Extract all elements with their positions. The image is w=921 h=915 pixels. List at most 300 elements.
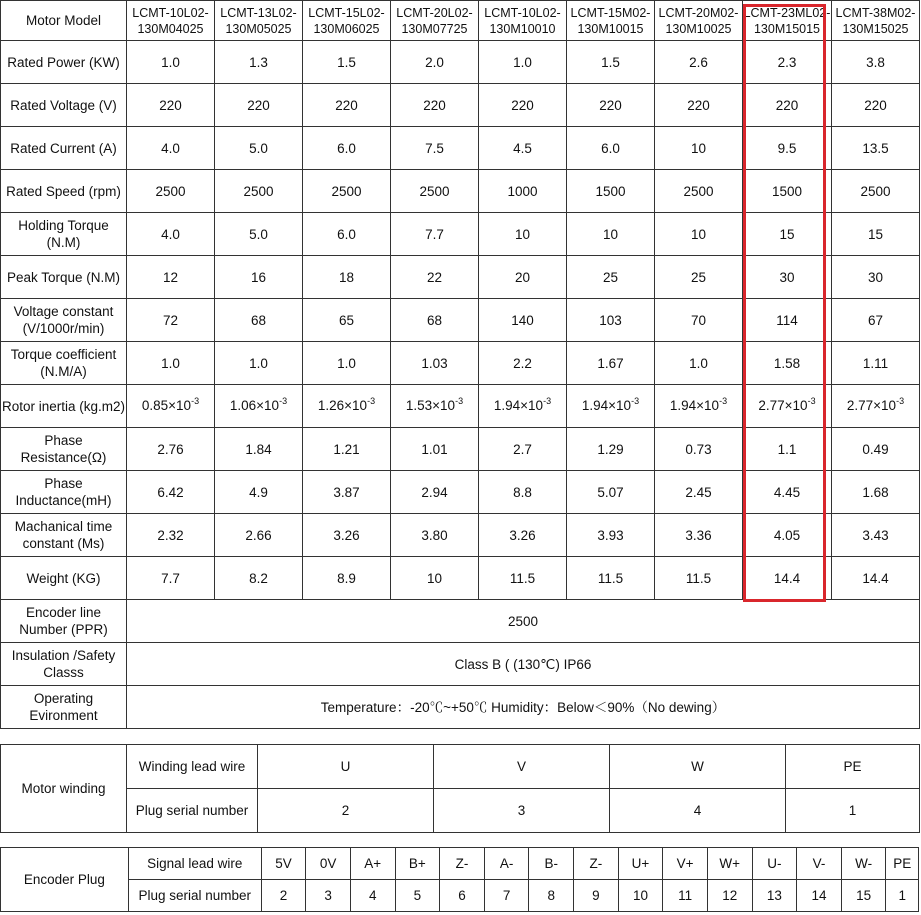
spec-value-text: 7.5	[425, 140, 444, 156]
header-row	[1, 1, 920, 41]
spec-value-text: 220	[599, 97, 622, 113]
spec-value-text: 65	[338, 312, 355, 328]
encoder-row2-label: Plug serial number	[128, 880, 261, 912]
encoder-signal: V+	[663, 848, 708, 880]
spec-label: Rotor inertia (kg.m2)	[1, 385, 127, 428]
spec-value	[215, 41, 303, 84]
spec-value	[655, 84, 743, 127]
spec-value	[127, 428, 215, 471]
spec-value	[303, 256, 391, 299]
spec-value	[215, 127, 303, 170]
spec-value-text: 2500	[419, 183, 450, 199]
spec-value	[479, 299, 567, 342]
spec-value	[127, 342, 215, 385]
spec-value	[567, 41, 655, 84]
spec-value	[215, 557, 303, 600]
spec-value-text: 1500	[771, 183, 803, 199]
spec-value-text: 2.76	[157, 441, 184, 457]
spec-value-text: 114	[776, 312, 798, 328]
spec-value-text: 1.3	[249, 54, 268, 70]
spec-exponent: -3	[455, 395, 464, 406]
spec-value-text: 1.0	[689, 355, 708, 371]
spec-value-text: 1.0	[337, 355, 356, 371]
winding-number: 4	[610, 789, 786, 833]
spec-row	[1, 514, 920, 557]
encoder-number: 11	[663, 880, 708, 912]
spec-value-text: 4.9	[249, 484, 268, 500]
encoder-number: 8	[529, 880, 574, 912]
spec-value-text: 14.4	[862, 570, 889, 586]
spec-value	[391, 299, 479, 342]
spec-value-text: 14.4	[773, 570, 801, 586]
encoder-signal: A+	[350, 848, 395, 880]
spec-value	[743, 557, 832, 600]
spec-value-text: 1500	[595, 183, 626, 199]
spec-value-text: 70	[690, 312, 707, 328]
spec-value	[127, 170, 215, 213]
spec-value	[655, 170, 743, 213]
spec-exponent: -3	[896, 395, 905, 406]
spec-value-text: 5.0	[249, 226, 268, 242]
spec-value	[479, 84, 567, 127]
spec-row	[1, 428, 920, 471]
model-line: 130M04025	[137, 21, 204, 36]
model-header	[479, 1, 567, 41]
spec-value-text: 1.67	[597, 355, 624, 371]
spec-value-text: 1.5	[601, 54, 620, 70]
spec-value-text: 20	[514, 269, 531, 285]
spec-value-text: 220	[687, 97, 710, 113]
spec-value	[215, 342, 303, 385]
winding-wire: U	[258, 745, 434, 789]
spec-value	[832, 213, 920, 256]
spec-value	[743, 127, 832, 170]
model-line: 130M06025	[313, 21, 380, 36]
spec-value-text: 67	[867, 312, 884, 328]
spec-value-text: 3.26	[333, 527, 360, 543]
spec-value	[479, 385, 567, 428]
spec-value	[391, 385, 479, 428]
spec-value	[391, 213, 479, 256]
spec-value	[215, 471, 303, 514]
encoder-table	[0, 847, 919, 912]
spec-value-text: 18	[338, 269, 355, 285]
winding-label: Motor winding	[1, 745, 127, 833]
spec-value-text: 4.5	[513, 140, 532, 156]
spec-value-text: 1.5	[337, 54, 356, 70]
spec-value	[215, 514, 303, 557]
encoder-number: 3	[306, 880, 351, 912]
spec-value	[655, 213, 743, 256]
spec-value-text: 140	[511, 312, 534, 328]
spec-value-text: 1000	[507, 183, 538, 199]
encoder-signal: W-	[841, 848, 886, 880]
merged-value: Class B ( (130℃) IP66	[127, 643, 920, 686]
spec-value-text: 2.2	[513, 355, 532, 371]
spec-label: Peak Torque (N.M)	[1, 256, 127, 299]
merged-row	[1, 686, 920, 729]
model-header	[743, 1, 832, 41]
spec-value-text: 1.0	[161, 54, 180, 70]
model-line: LCMT-38M02-	[835, 5, 916, 20]
spec-exponent: -3	[631, 395, 640, 406]
encoder-number: 13	[752, 880, 797, 912]
spec-value	[655, 256, 743, 299]
spec-value	[743, 213, 832, 256]
merged-label: Insulation /Safety Classs	[1, 643, 127, 686]
model-line: 130M15025	[842, 21, 909, 36]
spec-value-text: 8.9	[337, 570, 356, 586]
spec-value	[655, 127, 743, 170]
encoder-signal: A-	[484, 848, 529, 880]
model-line: 130M10010	[489, 21, 556, 36]
spec-value	[743, 471, 832, 514]
spec-value-text: 1.58	[773, 355, 801, 371]
spec-value	[567, 127, 655, 170]
spec-value-text: 0.73	[685, 441, 712, 457]
encoder-number: 6	[440, 880, 485, 912]
spec-value	[479, 213, 567, 256]
spec-value-text: 25	[602, 269, 619, 285]
spec-value	[832, 299, 920, 342]
winding-number: 2	[258, 789, 434, 833]
spec-value-text: 13.5	[862, 140, 889, 156]
encoder-number: 4	[350, 880, 395, 912]
spec-value	[303, 213, 391, 256]
spec-value-text: 1.68	[862, 484, 889, 500]
encoder-signal: Z-	[574, 848, 619, 880]
spec-value-text: 2.3	[777, 54, 797, 70]
spec-value-text: 220	[247, 97, 270, 113]
winding-row1-label: Winding lead wire	[127, 745, 258, 789]
spec-value	[303, 385, 391, 428]
spec-value	[391, 127, 479, 170]
spec-label: Phase Inductance(mH)	[1, 471, 127, 514]
encoder-signal: U+	[618, 848, 663, 880]
encoder-signal: PE	[886, 848, 919, 880]
spec-value-text: 1.0	[513, 54, 532, 70]
spec-value	[832, 256, 920, 299]
spec-value-text: 220	[423, 97, 446, 113]
spec-value-text: 11.5	[509, 570, 536, 586]
spec-value-text: 10	[602, 226, 619, 242]
spec-value	[743, 41, 832, 84]
spec-value-text: 30	[779, 269, 795, 285]
spec-value-text: 25	[690, 269, 707, 285]
spec-value	[655, 557, 743, 600]
spec-value	[655, 514, 743, 557]
spec-exponent: -3	[807, 395, 816, 406]
spec-value	[832, 514, 920, 557]
spec-value	[479, 256, 567, 299]
spec-value	[567, 557, 655, 600]
model-line: LCMT-15M02-	[570, 5, 651, 20]
spec-value-text: 1.94×10	[581, 397, 632, 413]
encoder-number: 2	[261, 880, 306, 912]
spec-value-text: 7.7	[161, 570, 180, 586]
spec-row	[1, 256, 920, 299]
spec-value-text: 3.8	[866, 54, 885, 70]
spec-value-text: 2.32	[157, 527, 184, 543]
spec-exponent: -3	[719, 395, 728, 406]
model-header	[391, 1, 479, 41]
spec-value	[832, 127, 920, 170]
spec-value-text: 2500	[155, 183, 186, 199]
spec-value	[303, 127, 391, 170]
spec-value-text: 72	[162, 312, 179, 328]
spec-value	[479, 342, 567, 385]
spec-value	[479, 428, 567, 471]
spec-value-text: 2.66	[245, 527, 272, 543]
spec-value	[391, 471, 479, 514]
spec-value	[567, 428, 655, 471]
merged-label: Encoder line Number (PPR)	[1, 600, 127, 643]
spec-value-text: 6.42	[157, 484, 184, 500]
spec-value-text: 4.45	[773, 484, 801, 500]
winding-wire: W	[610, 745, 786, 789]
model-header	[655, 1, 743, 41]
encoder-signal: B-	[529, 848, 574, 880]
winding-row-wires	[1, 745, 920, 789]
spec-value	[655, 299, 743, 342]
spec-value	[127, 299, 215, 342]
model-header	[303, 1, 391, 41]
spec-value	[567, 170, 655, 213]
spec-value-text: 3.87	[333, 484, 360, 500]
merged-row	[1, 600, 920, 643]
encoder-number: 7	[484, 880, 529, 912]
spec-value-text: 5.07	[597, 484, 624, 500]
spec-value	[655, 471, 743, 514]
spec-value-text: 2500	[243, 183, 274, 199]
spec-row	[1, 342, 920, 385]
spec-value-text: 2500	[683, 183, 714, 199]
model-line: 130M10015	[577, 21, 644, 36]
spec-label: Rated Speed (rpm)	[1, 170, 127, 213]
spec-value	[215, 385, 303, 428]
encoder-signal: Z-	[440, 848, 485, 880]
spec-value-text: 1.0	[161, 355, 180, 371]
spec-value	[127, 514, 215, 557]
encoder-number: 1	[886, 880, 919, 912]
spec-row	[1, 471, 920, 514]
model-header	[127, 1, 215, 41]
spec-value	[832, 170, 920, 213]
spec-value	[303, 428, 391, 471]
encoder-row-signals	[1, 848, 919, 880]
spec-value	[127, 213, 215, 256]
model-line: LCMT-20L02-	[396, 5, 473, 20]
spec-label: Voltage constant (V/1000r/min)	[1, 299, 127, 342]
spec-value	[743, 514, 832, 557]
model-line: LCMT-20M02-	[658, 5, 739, 20]
spec-exponent: -3	[367, 395, 376, 406]
spec-value-text: 220	[335, 97, 358, 113]
spec-value	[303, 299, 391, 342]
spec-value	[303, 342, 391, 385]
spec-value-text: 1.1	[777, 441, 797, 457]
spec-value	[567, 299, 655, 342]
model-line: LCMT-13L02-	[220, 5, 297, 20]
spec-value	[567, 385, 655, 428]
spec-value-text: 1.26×10	[317, 397, 368, 413]
encoder-signal: V-	[797, 848, 842, 880]
spec-value	[391, 342, 479, 385]
winding-row2-label: Plug serial number	[127, 789, 258, 833]
spec-value	[127, 471, 215, 514]
spec-value-text: 16	[250, 269, 267, 285]
spec-value	[127, 127, 215, 170]
spec-value	[215, 84, 303, 127]
spec-value	[479, 127, 567, 170]
encoder-row-numbers	[1, 880, 919, 912]
spec-exponent: -3	[191, 395, 200, 406]
spec-value-text: 0.85×10	[141, 397, 192, 413]
spec-value-text: 9.5	[777, 140, 797, 156]
encoder-signal: W+	[707, 848, 752, 880]
spec-value	[127, 41, 215, 84]
encoder-number: 9	[574, 880, 619, 912]
spec-value	[303, 41, 391, 84]
spec-value-text: 12	[162, 269, 179, 285]
spec-value	[127, 256, 215, 299]
spec-value-text: 1.0	[249, 355, 268, 371]
spec-value	[215, 256, 303, 299]
model-line: 130M10025	[665, 21, 732, 36]
model-header	[832, 1, 920, 41]
spec-value	[127, 385, 215, 428]
spec-value-text: 4.0	[161, 140, 180, 156]
spec-value-text: 10	[426, 570, 443, 586]
spec-value-text: 10	[690, 140, 707, 156]
spec-value	[655, 41, 743, 84]
spec-value	[479, 557, 567, 600]
spec-row	[1, 385, 920, 428]
encoder-number: 14	[797, 880, 842, 912]
spec-value-text: 22	[426, 269, 443, 285]
winding-number: 3	[434, 789, 610, 833]
encoder-number: 15	[841, 880, 886, 912]
model-line: LCMT-15L02-	[308, 5, 385, 20]
spec-value-text: 8.2	[249, 570, 268, 586]
spec-value-text: 6.0	[337, 140, 356, 156]
spec-value-text: 220	[775, 97, 799, 113]
winding-wire: V	[434, 745, 610, 789]
spec-value	[391, 428, 479, 471]
encoder-signal: 0V	[306, 848, 351, 880]
spec-value	[215, 170, 303, 213]
spec-exponent: -3	[279, 395, 288, 406]
spec-value-text: 10	[514, 226, 531, 242]
spec-value-text: 2500	[331, 183, 362, 199]
spec-value	[567, 471, 655, 514]
spec-value	[832, 41, 920, 84]
spec-value	[567, 84, 655, 127]
spec-value	[567, 213, 655, 256]
spec-value	[303, 170, 391, 213]
spec-value-text: 4.05	[773, 527, 801, 543]
spec-value-text: 103	[599, 312, 622, 328]
winding-row-numbers	[1, 789, 920, 833]
spec-value-text: 1.94×10	[493, 397, 544, 413]
encoder-number: 12	[707, 880, 752, 912]
spec-value	[479, 41, 567, 84]
encoder-number: 5	[395, 880, 440, 912]
model-line: 130M15015	[753, 21, 821, 36]
model-line: LCMT-10L02-	[484, 5, 561, 20]
spec-label: Holding Torque (N.M)	[1, 213, 127, 256]
spec-exponent: -3	[543, 395, 552, 406]
spec-value-text: 15	[867, 226, 884, 242]
spec-row	[1, 557, 920, 600]
header-label: Motor Model	[1, 1, 127, 41]
spec-value	[567, 342, 655, 385]
spec-value-text: 68	[426, 312, 443, 328]
spec-row	[1, 299, 920, 342]
spec-value	[303, 471, 391, 514]
spec-value-text: 3.80	[421, 527, 448, 543]
spec-value	[391, 557, 479, 600]
spec-value-text: 1.06×10	[229, 397, 280, 413]
spec-value-text: 2.77×10	[846, 397, 897, 413]
winding-wire: PE	[786, 745, 920, 789]
spec-value	[655, 428, 743, 471]
spec-value	[391, 514, 479, 557]
spec-value	[391, 84, 479, 127]
spec-value	[832, 428, 920, 471]
model-line: LCMT-23ML02-	[743, 5, 831, 20]
spec-value-text: 220	[864, 97, 887, 113]
spec-value-text: 2.6	[689, 54, 708, 70]
spec-value-text: 2.45	[685, 484, 712, 500]
spec-value	[832, 84, 920, 127]
spec-value-text: 1.84	[245, 441, 272, 457]
spec-value	[743, 385, 832, 428]
spec-value-text: 1.29	[597, 441, 624, 457]
spec-value-text: 3.43	[862, 527, 889, 543]
spec-value	[479, 170, 567, 213]
spec-label: Machanical time constant (Ms)	[1, 514, 127, 557]
spec-value	[743, 170, 832, 213]
spec-value-text: 3.26	[509, 527, 536, 543]
spec-value	[743, 342, 832, 385]
encoder-signal: U-	[752, 848, 797, 880]
spec-label: Phase Resistance(Ω)	[1, 428, 127, 471]
spec-value-text: 2500	[860, 183, 891, 199]
spec-value	[127, 557, 215, 600]
spec-label: Weight (KG)	[1, 557, 127, 600]
spec-value	[743, 256, 832, 299]
spec-value-text: 6.0	[337, 226, 356, 242]
spec-value-text: 11.5	[685, 570, 712, 586]
spec-value	[391, 41, 479, 84]
spec-value	[743, 299, 832, 342]
spec-value	[303, 514, 391, 557]
spec-value	[391, 170, 479, 213]
spec-value-text: 3.93	[597, 527, 624, 543]
merged-label: Operating Evironment	[1, 686, 127, 729]
spec-row	[1, 213, 920, 256]
encoder-row1-label: Signal lead wire	[128, 848, 261, 880]
spec-value	[832, 471, 920, 514]
spec-value	[655, 385, 743, 428]
spec-value-text: 8.8	[513, 484, 532, 500]
model-header	[215, 1, 303, 41]
spec-value-text: 0.49	[862, 441, 889, 457]
spec-label: Rated Power (KW)	[1, 41, 127, 84]
encoder-label: Encoder Plug	[1, 848, 129, 912]
spec-row	[1, 84, 920, 127]
